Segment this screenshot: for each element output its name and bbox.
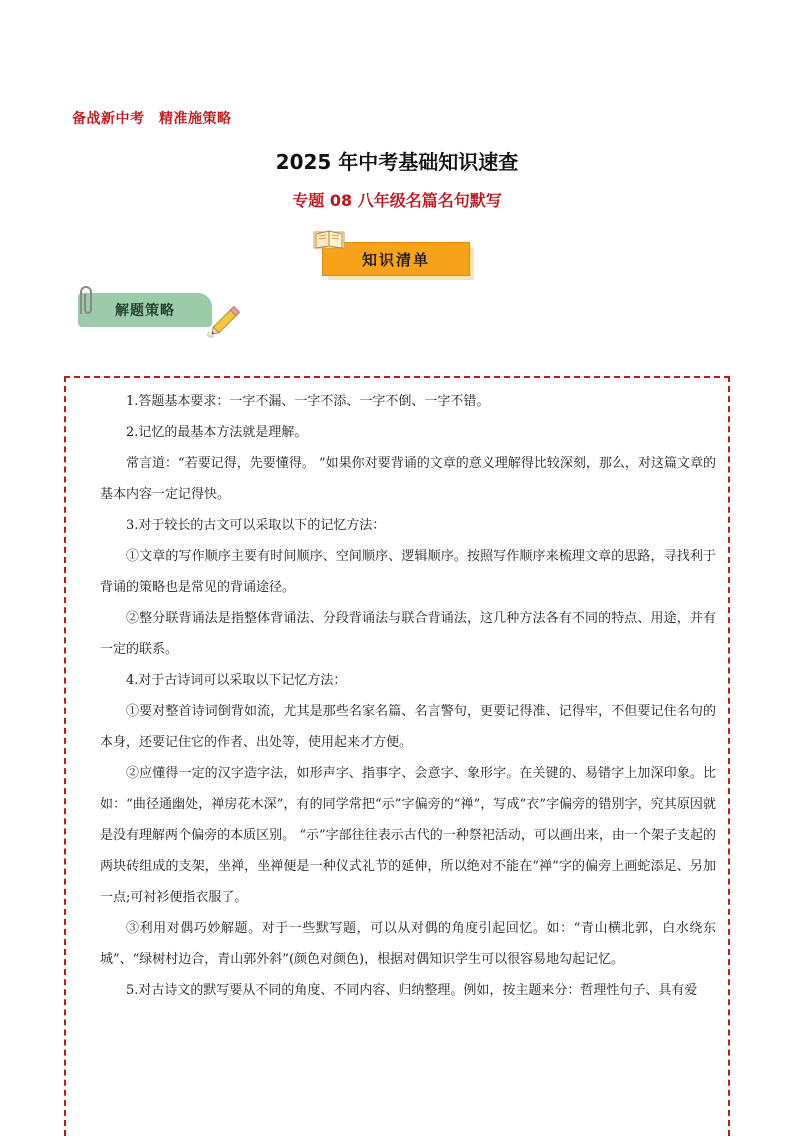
- paragraph: 2.记忆的最基本方法就是理解。: [126, 425, 308, 440]
- pencil-icon: [204, 300, 246, 340]
- book-icon: [312, 226, 348, 252]
- paragraph: ②整分联背诵法是指整体背诵法、分段背诵法与联合背诵法，这几种方法各有不同的特点、用途，并有一定的联系。: [100, 611, 716, 657]
- strategy-label: 解题策略: [115, 303, 175, 319]
- strategy-content: [100, 386, 716, 1006]
- paragraph: ③利用对偶巧妙解题。对于一些默写题，可以从对偶的角度引起回忆。如：“青山横北郭，白水绕东城”、“绿树村边合，青山郭外斜”(颜色对颜色)，根据对偶知识学生可以很容易地勾起记忆。: [100, 921, 716, 967]
- paragraph: 4.对于古诗词可以采取以下记忆方法：: [126, 673, 347, 688]
- paragraph: 常言道：“若要记得，先要懂得。 ”如果你对要背诵的文章的意义理解得比较深刻，那么，对这篇文章的基本内容一定记得快。: [100, 456, 716, 502]
- paragraph: ②应懂得一定的汉字造字法，如形声字、指事字、会意字、象形字。在关键的、易错字上加深印象。比如：“曲径通幽处，禅房花木深”，有的同学常把“示”字偏旁的“禅”，写成“衣”字偏旁的错别字，究其原因就是没有理解两个偏旁的本质区别。 “示”字部往往表示古代的一种祭祀活动，可以画出来，由一个架子支起的两块砖组成的支架，坐禅，坐禅便是一种仪式礼节的延伸，所以绝对不能在“禅”字的偏旁上画蛇添足、另加一点;可衬衫便指衣服了。: [100, 766, 716, 905]
- strategy-content-box: [64, 376, 730, 1136]
- header-tagline: 备战新中考 精准施策略: [72, 111, 232, 127]
- document-title: 2025 年中考基础知识速查: [275, 150, 519, 174]
- document-subtitle: 专题 08 八年级名篇名句默写: [292, 191, 502, 210]
- paragraph: 3.对于较长的古文可以采取以下的记忆方法：: [126, 518, 386, 533]
- strategy-badge: [78, 293, 212, 327]
- paperclip-icon: [74, 284, 96, 318]
- knowledge-list-label: 知识清单: [361, 250, 430, 269]
- paragraph: ①要对整首诗词倒背如流，尤其是那些名家名篇、名言警句，更要记得准、记得牢，不但要记住名句的本身，还要记住它的作者、出处等，使用起来才方便。: [100, 704, 716, 750]
- paragraph: 5.对古诗文的默写要从不同的角度、不同内容、归纳整理。例如，按主题来分：哲理性句子、具有爱: [126, 983, 698, 998]
- paragraph: 1.答题基本要求：一字不漏、一字不添、一字不倒、一字不错。: [126, 394, 490, 409]
- paragraph: ①文章的写作顺序主要有时间顺序、空间顺序、逻辑顺序。按照写作顺序来梳理文章的思路，寻找利于背诵的策略也是常见的背诵途径。: [100, 549, 716, 595]
